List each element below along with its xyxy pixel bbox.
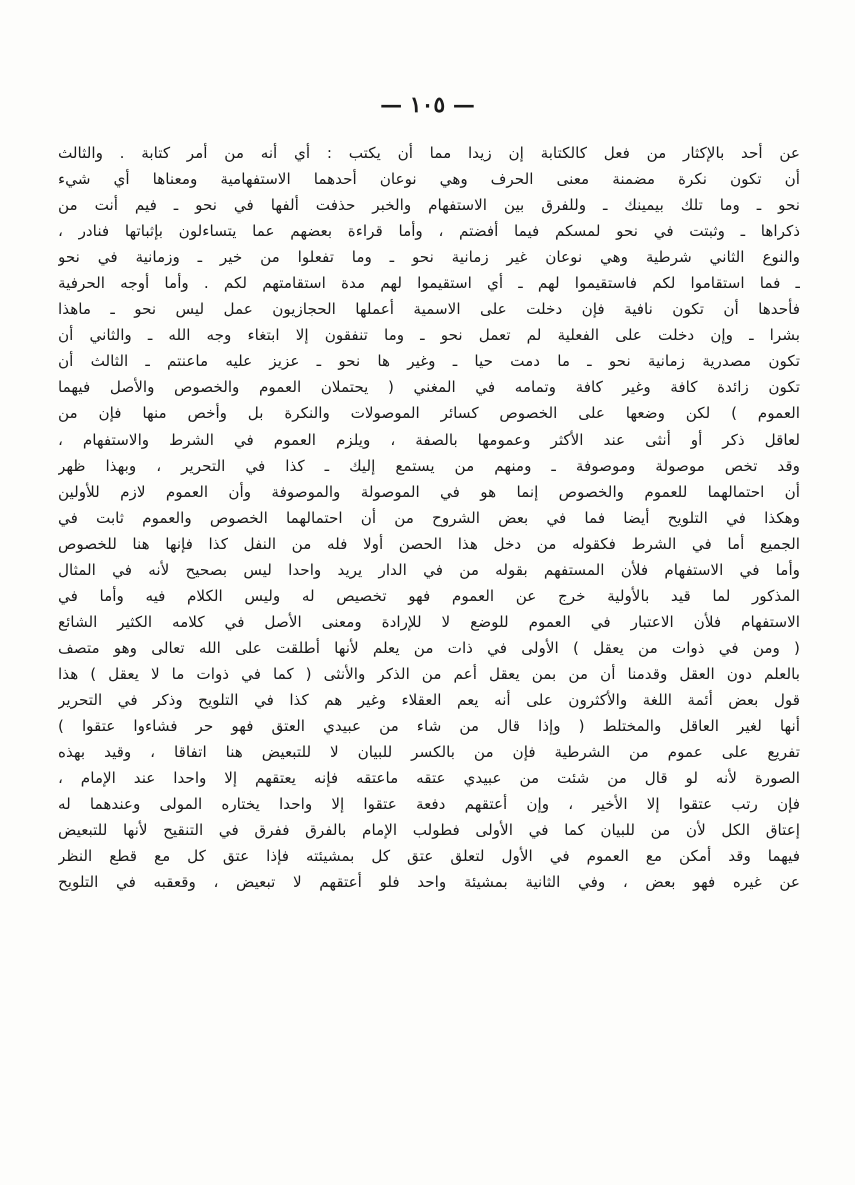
text-line: فأحدها أن تكون نافية فإن دخلت على الاسمية أعملها الحجازيون عمل ليس نحو ـ ماهذا — [58, 300, 800, 319]
page-number: — ١٠٥ — — [380, 92, 475, 118]
body-text — [58, 140, 800, 895]
text-line: تفريع على عموم من الشرطية فإن من بالكسر للبيان لا للتبعيض هنا اتفاقا ، وقيد بهذه — [58, 743, 800, 762]
text-line: وأما في الاستفهام فلأن المستفهم بقوله من في الدار يريد واحدا ليس بصحيح لأنه في المثال — [58, 560, 800, 579]
text-line: الصورة لأنه لو قال من شئت من عبيدي عتقه ماعتقه فإنه يعتقهم إلا واحدا عند الإمام ، — [58, 769, 800, 788]
text-line: وقد تخص موصولة وموصوفة ـ ومنهم من يستمع إليك ـ كذا في التحرير ، وبهذا ظهر — [58, 456, 800, 475]
text-line: عن أحد بالإكثار من فعل كالكتابة إن زيدا مما أن يكتب : أي أنه من أمر كتابة . والثالث — [58, 144, 800, 162]
text-line: العموم ) لكن وضعها على الخصوص كسائر الموصولات والنكرة بل وأخص منها فإن من — [58, 404, 800, 423]
text-line: أنها لغير العاقل والمختلط ( وإذا قال من شاء من عبيدي العتق فهو حر فشاءوا عتقوا ) — [58, 717, 800, 736]
text-line: الجميع أما في الشرط فكقوله من دخل هذا الحصن أولا فله من النفل كذا فإنها هنا للخصوص — [58, 534, 800, 553]
text-line: قول بعض أئمة اللغة والأكثرون على أنه يعم العقلاء وغير هم كذا في التلويح وذكر في التحرير — [58, 690, 800, 709]
text-line: أن احتمالهما للعموم والخصوص إنما هو في الموصولة والموصوفة وأن العموم لازم للأولين — [58, 482, 800, 501]
text-line: الاستفهام فلأن الاعتبار في العموم للوضع لا للإرادة ومعنى الأصل في كلامه الكثير الشائع — [58, 612, 800, 631]
text-line: فإن رتب عتقوا إلا الأخير ، وإن أعتقهم دفعة عتقوا إلا واحدا يختاره المولى وعندهما له — [58, 795, 800, 814]
text-line: بشرا ـ وإن دخلت على الفعلية لم تعمل نحو ـ وما تنفقون إلا ابتغاء وجه الله ـ والثاني أن — [58, 326, 800, 345]
text-line: ـ فما استقاموا لكم فاستقيموا لهم ـ أي استقيموا لهم مدة استقامتهم لكم . وأما أوجه الحرفية — [58, 274, 800, 293]
text-line: وهكذا في التلويح أيضا فما في بعض الشروح من أن احتمالهما الخصوص والعموم ثابت في — [58, 508, 800, 527]
text-line: بالعلم دون العقل وقدمنا أن من بمن يعقل أعم من الذكر والأنثى ( كما في ذوات ما لا يعقل ) هذا — [58, 664, 800, 683]
text-line: تكون زائدة كافة وغير كافة وتمامه في المغني ( يحتملان العموم والخصوص والأصل فيهما — [58, 378, 800, 397]
text-line: إعتاق الكل لأن من للبيان كما في الأولى فطولب الإمام بالفرق ففرق في التنقيح لأنها للتبعيض — [58, 821, 800, 840]
text-line: نحو ـ وما تلك بيمينك ـ وللفرق بين الاستفهام والخبر حذفت ألفها في نحو ـ فيم أنت من — [58, 196, 800, 215]
text-line: ( ومن في ذوات من يعقل ) الأولى في ذات من يعلم لأنها أطلقت على الله تعالى وهو متصف — [58, 638, 800, 657]
text-line: ذكراها ـ وثبتت في نحو لمسكم فيما أفضتم ، وأما قراءة بعضهم عما يتساءلون بإثباتها فنادر ، — [58, 222, 800, 241]
text-line: فيهما وقد أمكن مع العموم في الأول لتعلق عتق كل بمشيئته فإذا عتق كل مع قطع النظر — [58, 847, 800, 866]
text-line: والنوع الثاني شرطية وهي نوعان غير زمانية نحو ـ وما تفعلوا من خير ـ وزمانية في نحو — [58, 248, 800, 267]
text-line: لعاقل ذكر أو أنثى عند الأكثر وعمومها بالصفة ، ويلزم العموم في الشرط والاستفهام ، — [58, 430, 800, 449]
text-line: أن تكون نكرة مضمنة معنى الحرف وهي نوعان أحدهما الاستفهامية ومعناها أي شيء — [58, 170, 800, 189]
text-line: تكون مصدرية زمانية نحو ـ ما دمت حيا ـ وغير ها نحو ـ عزيز عليه ماعنتم ـ الثالث أن — [58, 352, 800, 371]
text-line: عن غيره فهو بعض ، وفي الثانية بمشيئة واحد فلو أعتقهم لا تبعيض ، وقعقبه في التلويح — [58, 873, 800, 892]
text-line: المذكور لما قيد بالأولية خرج عن العموم فهو تخصيص له وليس الكلام فيه وأما في — [58, 586, 800, 605]
